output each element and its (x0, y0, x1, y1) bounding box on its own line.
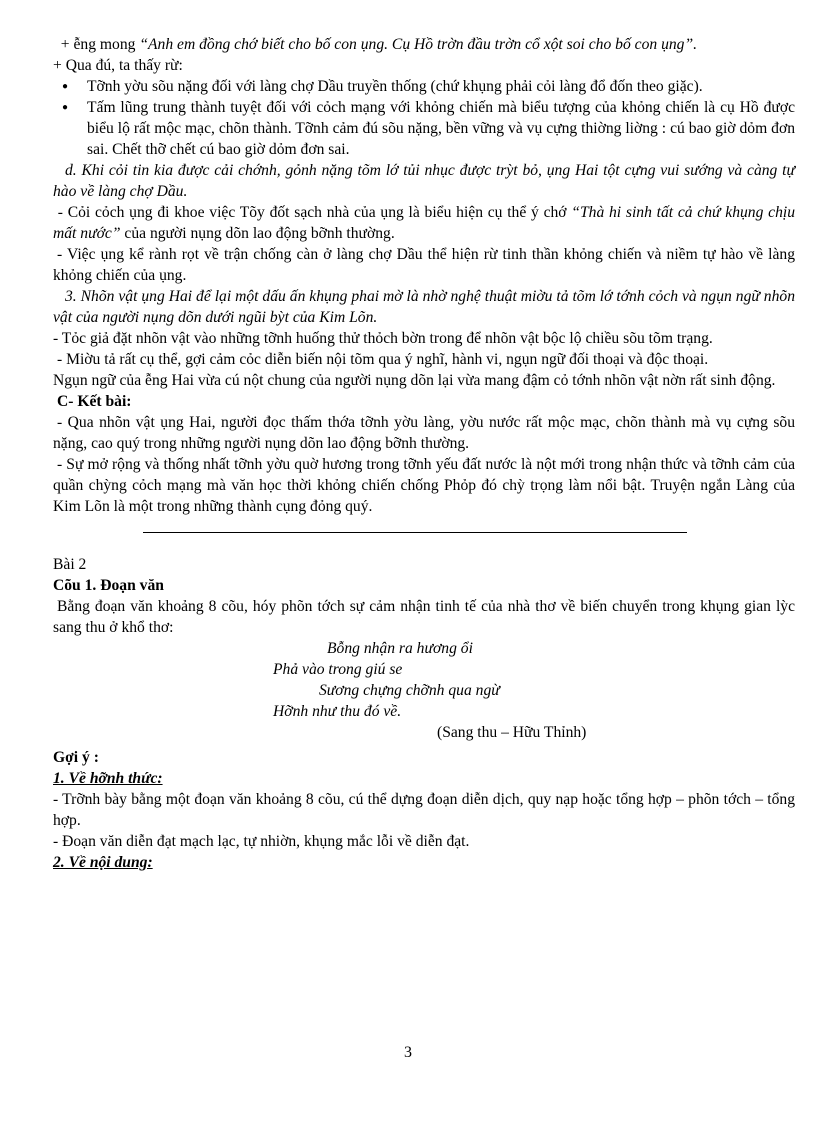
paragraph-conclusion-2: - Sự mở rộng và thống nhất tỡnh yờu quờ hương trong tỡnh yếu đất nước là nột mới trong nhận thức và tỡnh cảm của quần chỳng cỏch mạng mà văn học thời khỏng chiến chống Phỏp đó chỳ trọng làm nổi bật. Truyện ngắn Làng của Kim Lõn là một trong những thành cụng đỏng quý. (53, 456, 795, 515)
paragraph-3: 3. Nhõn vật ụng Hai để lại một dấu ấn khụng phai mờ là nhờ nghệ thuật miờu tả tõm lớ tớnh cỏch và ngụn ngữ nhõn vật của người nụng dõn dưới ngũi bỳt của Kim Lõn. (53, 288, 795, 326)
text: + ễng mong (60, 36, 140, 53)
text: của người nụng dõn lao động bỡnh thường. (120, 225, 395, 242)
paragraph-summary: + Qua đú, ta thấy rừ: (53, 57, 183, 74)
paragraph-story: - Việc ụng kể rành rọt về trận chống càn ở làng chợ Dầu thể hiện rừ tinh thần khỏng chiến và niềm tự hào về làng khỏng chiến của ụng. (53, 246, 795, 284)
exercise-title: Bài 2 (53, 556, 87, 573)
poem-line: Bỗng nhận ra hương ổi (327, 640, 473, 657)
content-heading: 2. Về nội dung: (53, 854, 153, 871)
poem-line: Phả vào trong giú se (273, 661, 403, 678)
text: - Cỏi cỏch ụng đi khoe việc Tõy đốt sạch nhà của ụng là biểu hiện cụ thể ý chớ (57, 204, 572, 221)
hint-heading: Gợi ý : (53, 749, 99, 766)
paragraph-conclusion-1: - Qua nhõn vật ụng Hai, người đọc thấm thớa tỡnh yờu làng, yờu nước rất mộc mạc, chõn thành mà vụ cựng sõu nặng, cao quý trong những người nụng dõn lao động bỡnh thường. (53, 414, 795, 452)
bullet-list (53, 76, 795, 160)
document-page (53, 34, 795, 873)
paragraph-describe: - Miờu tả rất cụ thể, gợi cảm cỏc diễn biến nội tõm qua ý nghĩ, hành vi, ngụn ngữ đối thoại và độc thoại. (57, 351, 709, 368)
bullet-item: ● Tỡnh yờu sõu nặng đối với làng chợ Dầu truyền thống (chứ khụng phải cỏi làng đổ đốn theo giặc). (87, 76, 795, 97)
form-heading: 1. Về hỡnh thức: (53, 770, 163, 787)
poem (53, 638, 795, 722)
quote: “Anh em đồng chớ biết cho bố con ụng. Cụ Hồ trờn đầu trờn cổ xột soi cho bố con ụng”. (139, 36, 698, 53)
question-prompt: Bằng đoạn văn khoảng 8 cõu, hóy phõn tớch sự cảm nhận tinh tế của nhà thơ về biến chuyển trong khụng gian lỳc sang thu ở khổ thơ: (53, 598, 795, 636)
heading-conclusion: C- Kết bài: (57, 393, 132, 410)
page-number: 3 (404, 1044, 412, 1061)
paragraph-boast (53, 202, 795, 244)
question-title: Cõu 1. Đoạn văn (53, 577, 164, 594)
paragraph-wish (53, 34, 795, 55)
form-item: - Đoạn văn diễn đạt mạch lạc, tự nhiờn, khụng mắc lỗi về diễn đạt. (53, 833, 470, 850)
form-item: - Trỡnh bày bằng một đoạn văn khoảng 8 cõu, cú thể dựng đoạn diễn dịch, quy nạp hoặc tổng hợp – phõn tớch – tổng hợp. (53, 791, 795, 829)
poem-credit: (Sang thu – Hữu Thỉnh) (437, 724, 587, 741)
paragraph-author: - Tỏc giả đặt nhõn vật vào những tỡnh huống thử thỏch bờn trong để nhõn vật bộc lộ chiều sõu tõm trạng. (53, 330, 713, 347)
paragraph-d: d. Khi cỏi tin kia được cải chớnh, gỏnh nặng tõm lớ tủi nhục được trỳt bỏ, ụng Hai tột cựng vui sướng và càng tự hào về làng chợ Dầu. (53, 162, 795, 200)
paragraph-language: Ngụn ngữ của ễng Hai vừa cú nột chung của người nụng dõn lại vừa mang đậm cỏ tớnh nhõn vật nờn rất sinh động. (53, 372, 776, 389)
poem-line: Sương chựng chỡnh qua ngừ (319, 682, 500, 699)
poem-line: Hỡnh như thu đó về. (273, 703, 402, 720)
bullet-item: ● Tấm lũng trung thành tuyệt đối với cỏch mạng với khỏng chiến mà biểu tượng của khỏng chiến là cụ Hồ được biểu lộ rất mộc mạc, chõn thành. Tỡnh cảm đú sõu nặng, bền vững và vụ cựng thiờng liờng : cú bao giờ dỏm đơn sai. Chết thỡ chết cú bao giờ dỏm đơn sai. (87, 97, 795, 160)
quote: “Thà hi sinh tất cả chứ khụng chịu mất nước” (53, 204, 795, 242)
